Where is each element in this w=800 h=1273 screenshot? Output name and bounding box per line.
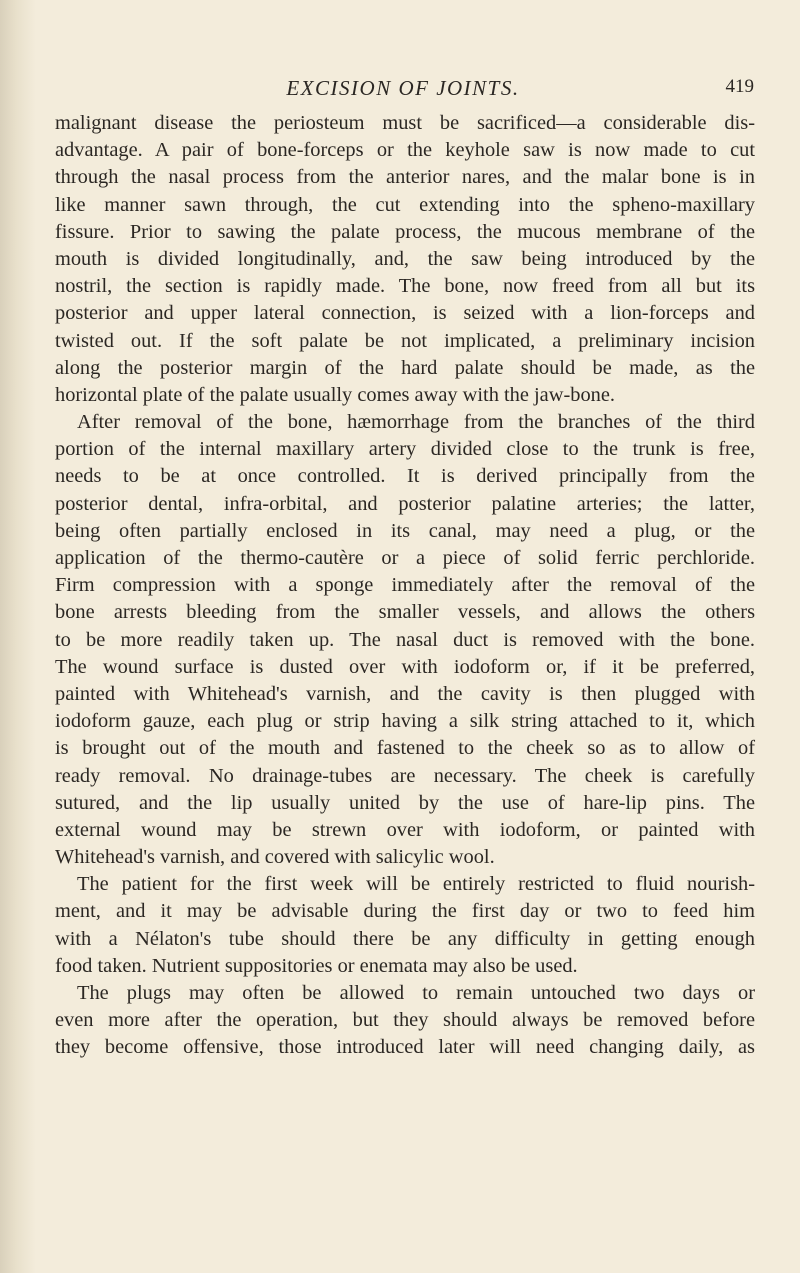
text-line: sutured, and the lip usually united by the use of hare-lip pins. The — [55, 791, 755, 814]
text-line: being often partially enclosed in its canal, may need a plug, or the — [55, 519, 755, 542]
text-line: nostril, the section is rapidly made. The bone, now freed from all but its — [55, 275, 755, 298]
text-line: food taken. Nutrient suppositories or enemata may also be used. — [55, 954, 578, 977]
paragraph — [55, 409, 755, 871]
text-line: mouth is divided longitudinally, and, the saw being introduced by the — [55, 247, 755, 270]
paragraph — [55, 110, 755, 409]
text-line: iodoform gauze, each plug or strip having a silk string attached to it, which — [55, 710, 755, 733]
page-header — [52, 76, 754, 104]
paragraph — [55, 980, 755, 1062]
text-line: portion of the internal maxillary artery divided close to the trunk is free, — [55, 438, 755, 461]
text-line: posterior dental, infra-orbital, and posterior palatine arteries; the latter, — [55, 492, 755, 515]
text-line: through the nasal process from the anterior nares, and the malar bone is in — [55, 166, 755, 189]
text-line: ready removal. No drainage-tubes are necessary. The cheek is carefully — [55, 764, 755, 787]
text-line: even more after the operation, but they should always be removed before — [55, 1009, 755, 1032]
running-head: EXCISION OF JOINTS. — [286, 76, 520, 100]
text-line: ment, and it may be advisable during the first day or two to feed him — [55, 900, 755, 923]
text-line: posterior and upper lateral connection, is seized with a lion-forceps and — [55, 302, 755, 325]
text-line: advantage. A pair of bone-forceps or the keyhole saw is now made to cut — [55, 139, 755, 162]
text-line: The patient for the first week will be entirely restricted to fluid nourish- — [77, 873, 755, 896]
text-line: horizontal plate of the palate usually comes away with the jaw-bone. — [55, 383, 615, 406]
text-line: After removal of the bone, hæmorrhage from the branches of the third — [77, 411, 755, 434]
text-line: The plugs may often be allowed to remain untouched two days or — [77, 982, 755, 1004]
text-line: painted with Whitehead's varnish, and the cavity is then plugged with — [55, 682, 755, 705]
text-line: The wound surface is dusted over with iodoform or, if it be preferred, — [55, 655, 755, 678]
text-line: Whitehead's varnish, and covered with salicylic wool. — [55, 846, 495, 869]
text-line: Firm compression with a sponge immediately after the removal of the — [55, 574, 755, 597]
text-line: bone arrests bleeding from the smaller vessels, and allows the others — [55, 601, 755, 624]
text-line: twisted out. If the soft palate be not implicated, a preliminary incision — [55, 329, 755, 352]
text-line: malignant disease the periosteum must be sacrificed—a considerable dis- — [55, 112, 755, 134]
text-line: they become offensive, those introduced later will need changing daily, as — [55, 1036, 755, 1059]
text-line: needs to be at once controlled. It is derived principally from the — [55, 465, 755, 488]
text-line: with a Nélaton's tube should there be any difficulty in getting enough — [55, 927, 755, 950]
page-number: 419 — [725, 76, 754, 97]
paragraph — [55, 871, 755, 980]
text-line: to be more readily taken up. The nasal duct is removed with the bone. — [55, 628, 755, 651]
text-line: is brought out of the mouth and fastened to the cheek so as to allow of — [55, 737, 755, 760]
body-text — [55, 110, 755, 1062]
text-line: along the posterior margin of the hard palate should be made, as the — [55, 356, 755, 379]
text-line: application of the thermo-cautère or a piece of solid ferric perchloride. — [55, 547, 755, 569]
text-line: like manner sawn through, the cut extending into the spheno-maxillary — [55, 193, 755, 216]
text-line: fissure. Prior to sawing the palate process, the mucous membrane of the — [55, 220, 755, 243]
text-line: external wound may be strewn over with iodoform, or painted with — [55, 818, 755, 841]
